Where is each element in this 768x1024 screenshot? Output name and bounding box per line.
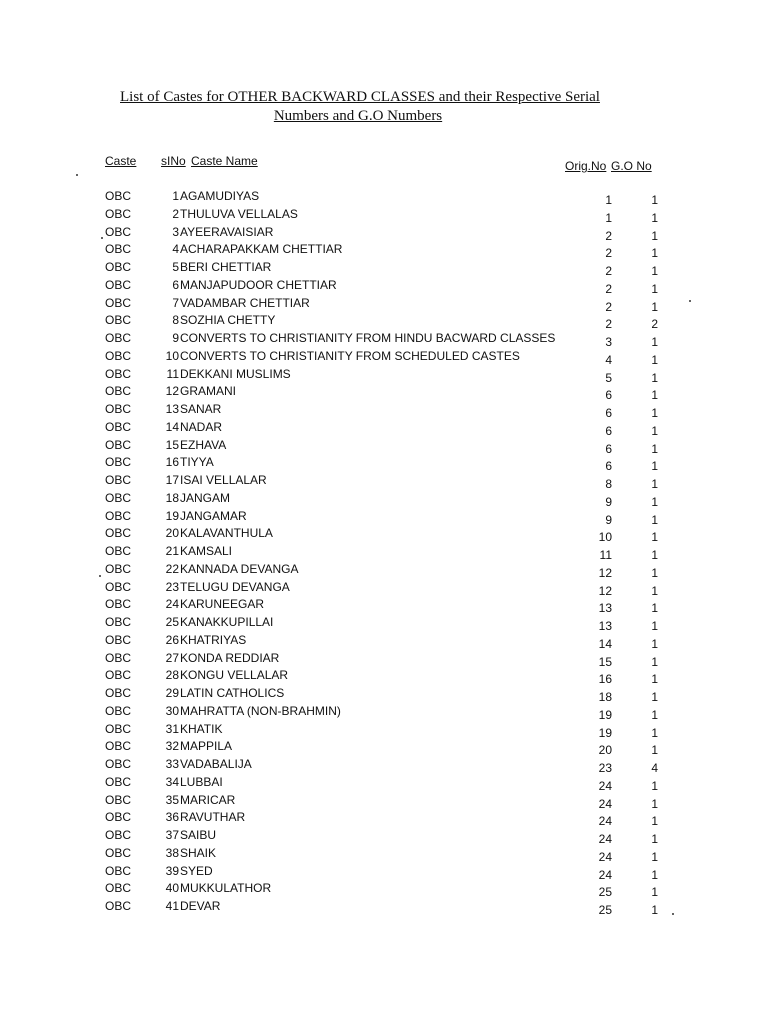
row-caste: OBC — [105, 703, 132, 718]
row-go-no: 1 — [651, 849, 658, 864]
row-caste: OBC — [105, 206, 132, 221]
row-caste: OBC — [105, 810, 132, 825]
table-row — [0, 739, 768, 757]
table-row — [0, 296, 768, 314]
row-caste: OBC — [105, 366, 132, 381]
scan-speck — [689, 300, 691, 302]
row-serial-no: 20 — [165, 526, 179, 541]
row-caste-name: KARUNEEGAR — [180, 597, 265, 612]
row-caste-name: TIYYA — [180, 455, 214, 470]
table-row — [0, 473, 768, 491]
table-row — [0, 651, 768, 669]
row-orig-no: 6 — [605, 406, 612, 420]
row-serial-no: 37 — [165, 828, 179, 842]
table-row — [0, 313, 768, 331]
row-caste: OBC — [105, 384, 132, 399]
row-go-no: 1 — [651, 494, 658, 509]
row-caste: OBC — [105, 189, 132, 203]
row-caste: OBC — [105, 597, 132, 612]
row-serial-no: 25 — [165, 615, 179, 629]
row-go-no: 1 — [651, 583, 658, 598]
row-serial-no: 38 — [165, 845, 179, 860]
table-row — [0, 349, 768, 367]
scan-speck — [101, 237, 103, 239]
table-row — [0, 580, 768, 598]
row-orig-no: 6 — [605, 441, 612, 456]
row-serial-no: 27 — [165, 650, 179, 665]
row-orig-no: 14 — [598, 636, 612, 651]
row-caste: OBC — [105, 650, 132, 665]
table-row — [0, 438, 768, 456]
row-go-no: 1 — [651, 743, 658, 758]
row-orig-no: 23 — [598, 761, 612, 775]
row-go-no: 1 — [651, 423, 658, 438]
row-serial-no: 35 — [165, 792, 179, 807]
row-orig-no: 5 — [605, 370, 612, 385]
row-caste: OBC — [105, 419, 132, 434]
row-serial-no: 19 — [165, 508, 179, 523]
row-go-no: 1 — [651, 832, 658, 846]
row-go-no: 1 — [651, 477, 658, 491]
table-row — [0, 704, 768, 722]
row-orig-no: 24 — [598, 832, 612, 846]
row-caste-name: NADAR — [180, 419, 223, 434]
row-serial-no: 10 — [165, 348, 179, 363]
row-caste-name: KHATRIYAS — [180, 632, 247, 647]
table-row — [0, 491, 768, 509]
row-go-no: 1 — [651, 814, 658, 829]
column-header-orig-no: Orig.No — [565, 159, 607, 173]
row-caste-name: SAIBU — [180, 828, 217, 842]
row-serial-no: 1 — [172, 189, 179, 203]
row-go-no: 1 — [651, 228, 658, 243]
row-caste: OBC — [105, 508, 132, 523]
row-go-no: 1 — [651, 903, 658, 917]
table-row — [0, 881, 768, 899]
row-caste-name: JANGAM — [180, 490, 231, 505]
row-go-no: 1 — [651, 707, 658, 722]
row-caste-name: AYEERAVAISIAR — [180, 224, 274, 239]
row-caste: OBC — [105, 863, 132, 878]
row-caste-name: SYED — [180, 863, 213, 878]
row-go-no: 1 — [651, 299, 658, 314]
row-serial-no: 31 — [165, 721, 179, 736]
row-caste: OBC — [105, 739, 132, 754]
row-orig-no: 6 — [605, 459, 612, 474]
row-serial-no: 6 — [172, 277, 179, 292]
row-orig-no: 15 — [598, 654, 612, 669]
row-caste-name: MANJAPUDOOR CHETTIAR — [180, 277, 337, 292]
row-go-no: 1 — [651, 778, 658, 793]
row-serial-no: 8 — [172, 313, 179, 328]
row-go-no: 1 — [651, 654, 658, 669]
row-orig-no: 11 — [599, 548, 612, 562]
row-go-no: 1 — [651, 406, 658, 420]
row-serial-no: 16 — [165, 455, 179, 470]
document-title-line-2: Numbers and G.O Numbers — [273, 108, 443, 124]
row-go-no: 1 — [651, 335, 658, 349]
row-caste: OBC — [105, 437, 132, 452]
row-caste: OBC — [105, 526, 132, 541]
row-go-no: 1 — [651, 441, 658, 456]
row-orig-no: 24 — [598, 849, 612, 864]
row-caste: OBC — [105, 845, 132, 860]
table-row — [0, 225, 768, 243]
row-orig-no: 2 — [605, 228, 612, 243]
row-caste: OBC — [105, 313, 132, 328]
row-serial-no: 32 — [165, 739, 179, 754]
row-caste: OBC — [105, 242, 132, 257]
row-go-no: 1 — [651, 565, 658, 580]
row-caste-name: SHAIK — [180, 845, 217, 860]
table-row — [0, 544, 768, 562]
row-go-no: 1 — [651, 281, 658, 296]
row-caste-name: KANAKKUPILLAI — [180, 615, 274, 629]
row-orig-no: 3 — [605, 335, 612, 349]
table-row — [0, 207, 768, 225]
row-serial-no: 9 — [172, 331, 179, 345]
row-caste-name: ISAI VELLALAR — [180, 473, 267, 487]
row-serial-no: 29 — [165, 686, 179, 700]
row-serial-no: 33 — [165, 757, 179, 771]
row-go-no: 1 — [651, 636, 658, 651]
row-caste: OBC — [105, 348, 132, 363]
row-caste: OBC — [105, 579, 132, 594]
row-orig-no: 2 — [605, 264, 612, 278]
row-go-no: 1 — [651, 193, 658, 207]
row-orig-no: 16 — [598, 672, 612, 687]
table-row — [0, 260, 768, 278]
row-caste-name: LUBBAI — [180, 774, 223, 789]
table-row — [0, 384, 768, 402]
row-serial-no: 7 — [172, 295, 179, 310]
column-header-serial-no: sINo — [161, 154, 186, 168]
row-orig-no: 9 — [605, 512, 612, 527]
row-serial-no: 4 — [172, 242, 179, 257]
row-orig-no: 25 — [598, 885, 612, 900]
row-serial-no: 34 — [165, 774, 179, 789]
row-go-no: 1 — [651, 512, 658, 527]
row-go-no: 2 — [651, 317, 658, 332]
row-go-no: 1 — [651, 601, 658, 616]
row-go-no: 1 — [651, 690, 658, 704]
row-orig-no: 24 — [598, 867, 612, 882]
row-caste-name: RAVUTHAR — [180, 810, 246, 825]
table-row — [0, 899, 768, 917]
row-orig-no: 13 — [598, 619, 612, 633]
row-caste-name: EZHAVA — [180, 437, 227, 452]
row-caste: OBC — [105, 686, 132, 700]
row-go-no: 1 — [651, 530, 658, 545]
row-serial-no: 14 — [165, 419, 179, 434]
table-row — [0, 686, 768, 704]
row-orig-no: 18 — [598, 690, 612, 704]
row-caste: OBC — [105, 828, 132, 842]
table-row — [0, 775, 768, 793]
row-serial-no: 23 — [165, 579, 179, 594]
row-orig-no: 2 — [605, 299, 612, 314]
row-caste-name: THULUVA VELLALAS — [180, 206, 298, 221]
row-go-no: 1 — [651, 725, 658, 740]
row-caste-name: VADABALIJA — [180, 757, 252, 771]
row-caste-name: MAHRATTA (NON-BRAHMIN) — [180, 703, 341, 718]
row-serial-no: 24 — [165, 597, 179, 612]
row-caste-name: KALAVANTHULA — [180, 526, 273, 541]
table-row — [0, 828, 768, 846]
row-caste: OBC — [105, 757, 132, 771]
row-go-no: 1 — [651, 246, 658, 261]
table-row — [0, 615, 768, 633]
document-title-line-1: List of Castes for OTHER BACKWARD CLASSES and their Respective Serial — [120, 89, 600, 105]
row-go-no: 4 — [651, 761, 658, 775]
table-row — [0, 526, 768, 544]
row-orig-no: 25 — [598, 903, 612, 917]
row-serial-no: 39 — [165, 863, 179, 878]
row-serial-no: 11 — [166, 366, 179, 381]
table-row — [0, 402, 768, 420]
row-caste-name: MUKKULATHOR — [180, 881, 272, 896]
row-orig-no: 1 — [605, 193, 612, 207]
row-go-no: 1 — [651, 619, 658, 633]
row-serial-no: 41 — [165, 899, 179, 913]
row-orig-no: 2 — [605, 246, 612, 261]
row-caste-name: KONGU VELLALAR — [180, 668, 289, 683]
row-go-no: 1 — [651, 370, 658, 385]
row-orig-no: 6 — [605, 423, 612, 438]
row-caste: OBC — [105, 295, 132, 310]
row-caste-name: BERI CHETTIAR — [180, 260, 272, 274]
row-caste-name: JANGAMAR — [180, 508, 247, 523]
table-row — [0, 562, 768, 580]
row-caste: OBC — [105, 544, 132, 558]
table-row — [0, 278, 768, 296]
row-caste-name: DEKKANI MUSLIMS — [180, 366, 291, 381]
row-orig-no: 24 — [598, 778, 612, 793]
table-row — [0, 367, 768, 385]
row-caste: OBC — [105, 899, 132, 913]
row-go-no: 1 — [651, 796, 658, 811]
row-go-no: 1 — [651, 885, 658, 900]
row-caste-name: SANAR — [180, 402, 222, 416]
row-orig-no: 20 — [598, 743, 612, 758]
row-serial-no: 15 — [165, 437, 179, 452]
row-caste: OBC — [105, 774, 132, 789]
table-row — [0, 455, 768, 473]
row-go-no: 1 — [651, 210, 658, 225]
table-row — [0, 846, 768, 864]
row-caste: OBC — [105, 224, 132, 239]
row-caste-name: CONVERTS TO CHRISTIANITY FROM SCHEDULED CASTES — [180, 348, 520, 363]
row-serial-no: 26 — [165, 632, 179, 647]
row-caste: OBC — [105, 402, 132, 416]
row-serial-no: 13 — [165, 402, 179, 416]
row-caste-name: SOZHIA CHETTY — [180, 313, 276, 328]
row-orig-no: 2 — [605, 281, 612, 296]
row-orig-no: 12 — [598, 565, 612, 580]
row-orig-no: 19 — [598, 707, 612, 722]
row-caste-name: VADAMBAR CHETTIAR — [180, 295, 310, 310]
row-serial-no: 5 — [172, 260, 179, 274]
table-row — [0, 189, 768, 207]
table-row — [0, 509, 768, 527]
row-go-no: 1 — [651, 388, 658, 403]
row-orig-no: 6 — [605, 388, 612, 403]
row-caste-name: GRAMANI — [180, 384, 237, 399]
row-go-no: 1 — [651, 352, 658, 367]
table-row — [0, 810, 768, 828]
row-go-no: 1 — [651, 548, 658, 562]
row-caste: OBC — [105, 277, 132, 292]
row-caste-name: TELUGU DEVANGA — [180, 579, 290, 594]
row-orig-no: 24 — [598, 814, 612, 829]
row-orig-no: 8 — [605, 477, 612, 491]
row-serial-no: 21 — [165, 544, 179, 558]
table-row — [0, 722, 768, 740]
row-caste: OBC — [105, 668, 132, 683]
table-row — [0, 793, 768, 811]
row-orig-no: 2 — [605, 317, 612, 332]
table-row — [0, 420, 768, 438]
row-orig-no: 13 — [598, 601, 612, 616]
row-go-no: 1 — [651, 867, 658, 882]
row-orig-no: 10 — [598, 530, 612, 545]
table-row — [0, 633, 768, 651]
row-serial-no: 17 — [165, 473, 179, 487]
row-serial-no: 3 — [172, 224, 179, 239]
row-orig-no: 19 — [598, 725, 612, 740]
row-caste: OBC — [105, 881, 132, 896]
row-serial-no: 28 — [165, 668, 179, 683]
table-row — [0, 242, 768, 260]
row-orig-no: 12 — [598, 583, 612, 598]
row-caste: OBC — [105, 561, 132, 576]
row-caste-name: MAPPILA — [180, 739, 233, 754]
scan-speck — [76, 174, 78, 176]
row-caste-name: LATIN CATHOLICS — [180, 686, 285, 700]
row-serial-no: 2 — [172, 206, 179, 221]
row-caste-name: CONVERTS TO CHRISTIANITY FROM HINDU BACWARD CLASSES — [180, 331, 556, 345]
row-orig-no: 9 — [605, 494, 612, 509]
table-row — [0, 597, 768, 615]
row-serial-no: 30 — [165, 703, 179, 718]
row-caste: OBC — [105, 490, 132, 505]
row-serial-no: 36 — [165, 810, 179, 825]
row-caste: OBC — [105, 455, 132, 470]
row-caste: OBC — [105, 260, 132, 274]
row-orig-no: 24 — [598, 796, 612, 811]
row-caste-name: MARICAR — [180, 792, 236, 807]
scan-speck — [672, 913, 674, 915]
table-row — [0, 668, 768, 686]
table-row — [0, 864, 768, 882]
row-caste-name: KHATIK — [180, 721, 223, 736]
table-row — [0, 331, 768, 349]
row-caste: OBC — [105, 615, 132, 629]
row-caste: OBC — [105, 331, 132, 345]
row-caste-name: ACHARAPAKKAM CHETTIAR — [180, 242, 343, 257]
row-serial-no: 18 — [165, 490, 179, 505]
scan-speck — [99, 575, 101, 577]
row-caste-name: KANNADA DEVANGA — [180, 561, 299, 576]
row-orig-no: 4 — [605, 352, 612, 367]
row-caste-name: KONDA REDDIAR — [180, 650, 280, 665]
row-serial-no: 22 — [165, 561, 179, 576]
row-serial-no: 40 — [165, 881, 179, 896]
column-header-caste: Caste — [105, 154, 137, 168]
row-go-no: 1 — [651, 672, 658, 687]
table-row — [0, 757, 768, 775]
row-caste: OBC — [105, 473, 132, 487]
column-header-caste-name: Caste Name — [191, 154, 258, 168]
row-caste-name: KAMSALI — [180, 544, 233, 558]
row-caste: OBC — [105, 792, 132, 807]
row-caste: OBC — [105, 632, 132, 647]
row-caste-name: AGAMUDIYAS — [180, 189, 260, 203]
row-go-no: 1 — [651, 459, 658, 474]
column-header-go-no: G.O No — [611, 159, 652, 173]
row-go-no: 1 — [651, 264, 658, 278]
row-orig-no: 1 — [605, 210, 612, 225]
row-caste-name: DEVAR — [180, 899, 221, 913]
row-serial-no: 12 — [165, 384, 179, 399]
row-caste: OBC — [105, 721, 132, 736]
